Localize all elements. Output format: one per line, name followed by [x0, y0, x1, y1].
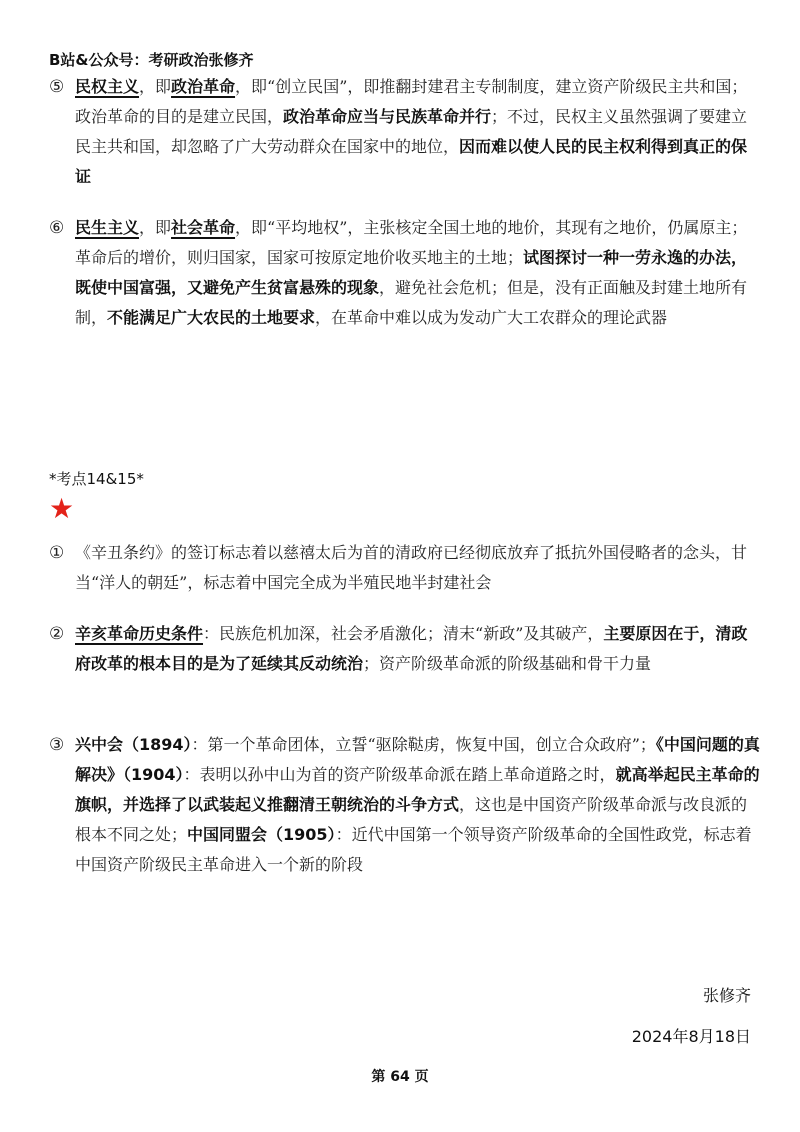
- text: ：第一个革命团体，立誓“驱除鞑虏，恢复中国，创立合众政府”；: [191, 735, 656, 754]
- term: 兴中会（1894）: [75, 735, 192, 754]
- point-2: [49, 619, 761, 679]
- section-label: *考点14&15*: [49, 470, 144, 488]
- text: ，即: [139, 218, 172, 237]
- emphasis: 因而难以使人民的民主权利得到真正的保证: [75, 137, 748, 186]
- item-minsheng: [49, 213, 761, 333]
- circled-number: ⑥: [49, 218, 65, 238]
- emphasis: 主要原因在于，清政府改革的根本目的是为了延续其反动统治: [75, 624, 748, 673]
- text: ：民族危机加深，社会矛盾激化；清末“新政”及其破产，: [203, 624, 604, 643]
- text: ：表明以孙中山为首的资产阶级革命派在踏上革命道路之时，: [183, 765, 616, 784]
- text: ，即“创立民国”，即推翻封建君主专制制度，建立资产阶级民主共和国；政治革命的目的是建立民国，: [75, 77, 748, 126]
- emphasis: 政治革命应当与民族革命并行: [283, 107, 492, 126]
- text: ：近代中国第一个领导资产阶级革命的全国性政党，标志着中国资产阶级民主革命进入一个新的阶段: [75, 825, 752, 874]
- point-1: [49, 538, 761, 598]
- page-header: B站&公众号：考研政治张修齐: [49, 51, 254, 69]
- text: ，在革命中难以成为发动广大工农群众的理论武器: [315, 308, 668, 327]
- term: 《中国问题的真解决》（1904）: [75, 735, 760, 784]
- circled-number: ⑤: [49, 77, 65, 97]
- text: ；不过，民权主义虽然强调了要建立民主共和国，却忽略了广大劳动群众在国家中的地位，: [75, 107, 748, 156]
- text: ，即“平均地权”，主张核定全国土地的地价，其现有之地价，仍属原主；革命后的增价，则归国家，国家可按原定地价收买地主的土地；: [75, 218, 748, 267]
- circled-number: ①: [49, 543, 65, 563]
- term: 中国同盟会（1905）: [187, 825, 336, 844]
- term: 民权主义: [75, 77, 140, 96]
- text: ；资产阶级革命派的阶级基础和骨干力量: [363, 654, 652, 673]
- point-3: [49, 730, 761, 880]
- author-signature: 张修齐: [702, 986, 751, 1005]
- term: 社会革命: [171, 218, 236, 237]
- emphasis: 试图探讨一种一劳永逸的办法，既使中国富强，又避免产生贫富悬殊的现象: [75, 248, 748, 297]
- date: 2024年8月18日: [631, 1027, 751, 1046]
- item-minquan: [49, 72, 761, 192]
- emphasis: 不能满足广大农民的土地要求: [107, 308, 316, 327]
- term: 辛亥革命历史条件: [75, 624, 204, 643]
- text: ，这也是中国资产阶级革命派与改良派的根本不同之处；: [75, 795, 748, 844]
- text: ，即: [139, 77, 172, 96]
- emphasis: 就高举起民主革命的旗帜，并选择了以武装起义推翻清王朝统治的斗争方式: [75, 765, 760, 814]
- circled-number: ③: [49, 735, 65, 755]
- circled-number: ②: [49, 624, 65, 644]
- term: 政治革命: [171, 77, 236, 96]
- page-number: 第 64 页: [371, 1069, 429, 1085]
- term: 民生主义: [75, 218, 140, 237]
- text: ，避免社会危机；但是，没有正面触及封建土地所有制，: [75, 278, 748, 327]
- text: 《辛丑条约》的签订标志着以慈禧太后为首的清政府已经彻底放弃了抵抗外国侵略者的念头，甘当“洋人的朝廷”，标志着中国完全成为半殖民地半封建社会: [75, 543, 748, 592]
- star-icon: ★: [49, 492, 75, 525]
